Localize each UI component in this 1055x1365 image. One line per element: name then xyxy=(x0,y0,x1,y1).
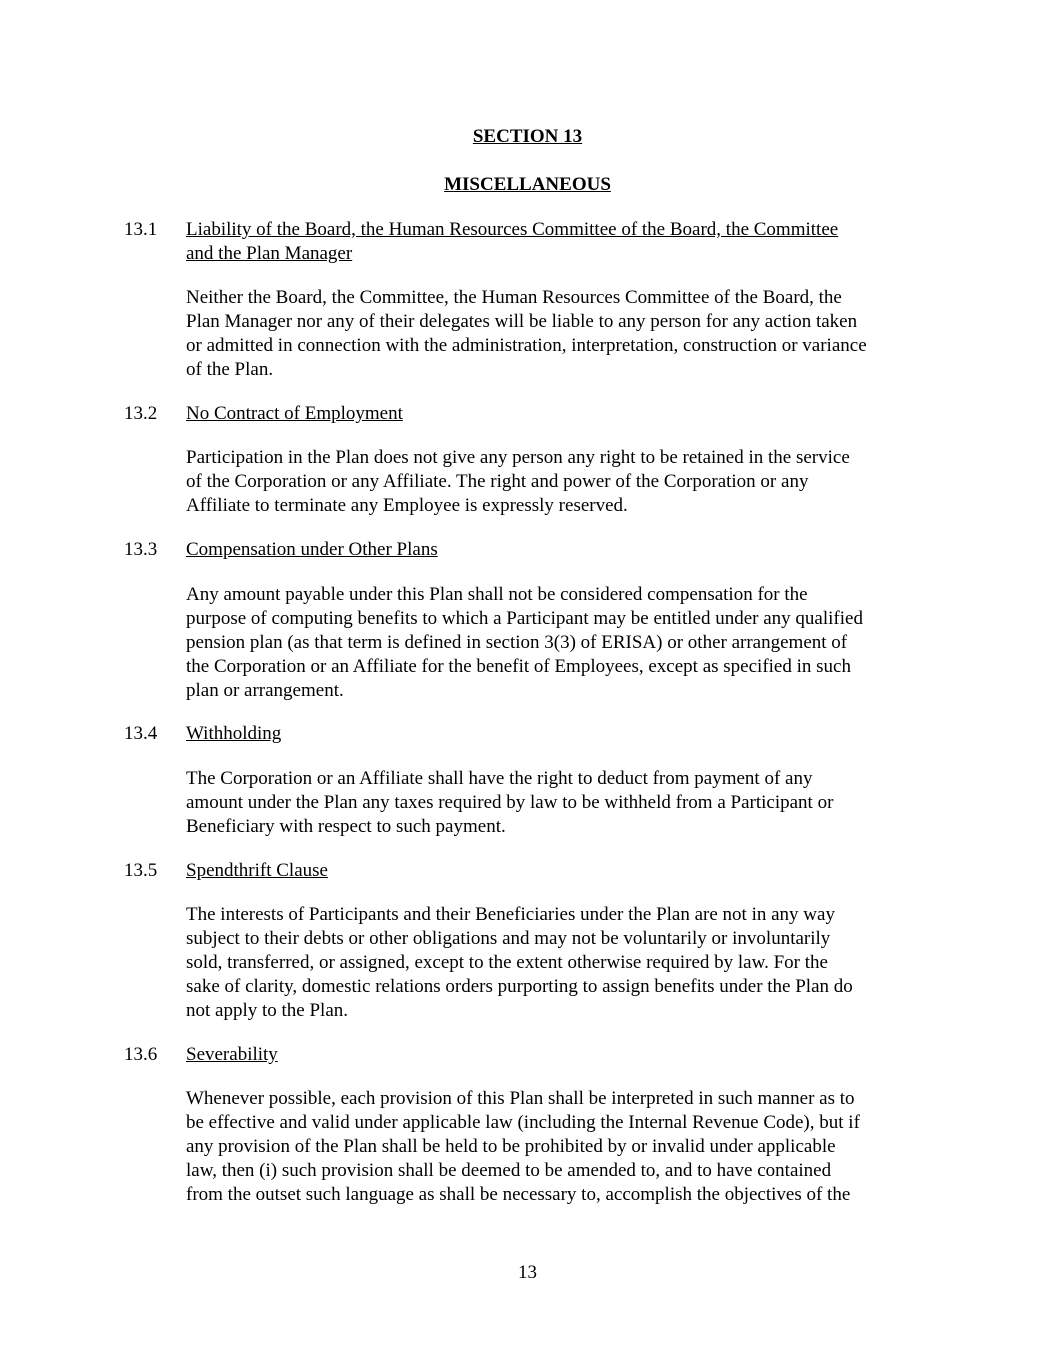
section-number: 13.5 xyxy=(124,860,158,881)
page-number: 13 xyxy=(518,1262,537,1283)
body-line: be effective and valid under applicable law (including the Internal Revenue Code), but if xyxy=(186,1112,860,1133)
body-line: sold, transferred, or assigned, except to the extent otherwise required by law. For the xyxy=(186,952,828,973)
body-line: Participation in the Plan does not give any person any right to be retained in the service xyxy=(186,447,850,468)
section-title-line: Withholding xyxy=(186,723,282,744)
body-line: from the outset such language as shall be necessary to, accomplish the objectives of the xyxy=(186,1184,851,1205)
section-title-line: Compensation under Other Plans xyxy=(186,539,438,560)
section-title-line: Spendthrift Clause xyxy=(186,860,328,881)
section-number: 13.4 xyxy=(124,723,158,744)
section-body xyxy=(186,767,931,839)
body-line: the Corporation or an Affiliate for the benefit of Employees, except as specified in such xyxy=(186,656,851,677)
body-line: amount under the Plan any taxes required by law to be withheld from a Participant or xyxy=(186,792,834,813)
body-line: plan or arrangement. xyxy=(186,680,344,701)
section-title xyxy=(186,218,931,266)
section-body xyxy=(186,1087,931,1207)
section-body xyxy=(186,446,931,518)
section-title xyxy=(186,722,931,746)
body-line: Affiliate to terminate any Employee is expressly reserved. xyxy=(186,495,628,516)
body-line: law, then (i) such provision shall be deemed to be amended to, and to have contained xyxy=(186,1160,832,1181)
section-body xyxy=(186,286,931,382)
body-line: Neither the Board, the Committee, the Human Resources Committee of the Board, the xyxy=(186,287,842,308)
section-number: 13.2 xyxy=(124,403,158,424)
body-line: Beneficiary with respect to such payment. xyxy=(186,816,506,837)
body-line: any provision of the Plan shall be held to be prohibited by or invalid under applicable xyxy=(186,1136,836,1157)
section-body xyxy=(186,583,931,703)
body-line: of the Corporation or any Affiliate. The right and power of the Corporation or any xyxy=(186,471,809,492)
section-body xyxy=(186,903,931,1023)
body-line: Plan Manager nor any of their delegates will be liable to any person for any action taken xyxy=(186,311,858,332)
body-line: subject to their debts or other obligations and may not be voluntarily or involuntarily xyxy=(186,928,831,949)
section-title xyxy=(186,1043,931,1067)
body-line: pension plan (as that term is defined in section 3(3) of ERISA) or other arrangement of xyxy=(186,632,848,653)
section-number: 13.3 xyxy=(124,539,158,560)
section-heading: SECTION 13 xyxy=(472,126,583,147)
body-line: purpose of computing benefits to which a Participant may be entitled under any qualified xyxy=(186,608,863,629)
section-title-line: Liability of the Board, the Human Resources Committee of the Board, the Committee xyxy=(186,219,839,240)
section-title-line: Severability xyxy=(186,1044,278,1065)
section-number: 13.6 xyxy=(124,1044,158,1065)
body-line: Any amount payable under this Plan shall not be considered compensation for the xyxy=(186,584,808,605)
section-title xyxy=(186,538,931,562)
body-line: Whenever possible, each provision of this Plan shall be interpreted in such manner as to xyxy=(186,1088,855,1109)
body-line: The interests of Participants and their Beneficiaries under the Plan are not in any way xyxy=(186,904,835,925)
section-title xyxy=(186,402,931,426)
section-title-line: and the Plan Manager xyxy=(186,243,353,264)
section-name: MISCELLANEOUS xyxy=(444,174,611,195)
section-title-line: No Contract of Employment xyxy=(186,403,403,424)
body-line: The Corporation or an Affiliate shall have the right to deduct from payment of any xyxy=(186,768,813,789)
body-line: of the Plan. xyxy=(186,359,274,380)
body-line: or admitted in connection with the administration, interpretation, construction or variance xyxy=(186,335,867,356)
section-title xyxy=(186,859,931,883)
body-line: sake of clarity, domestic relations orders purporting to assign benefits under the Plan do xyxy=(186,976,853,997)
body-line: not apply to the Plan. xyxy=(186,1000,349,1021)
section-number: 13.1 xyxy=(124,219,158,240)
